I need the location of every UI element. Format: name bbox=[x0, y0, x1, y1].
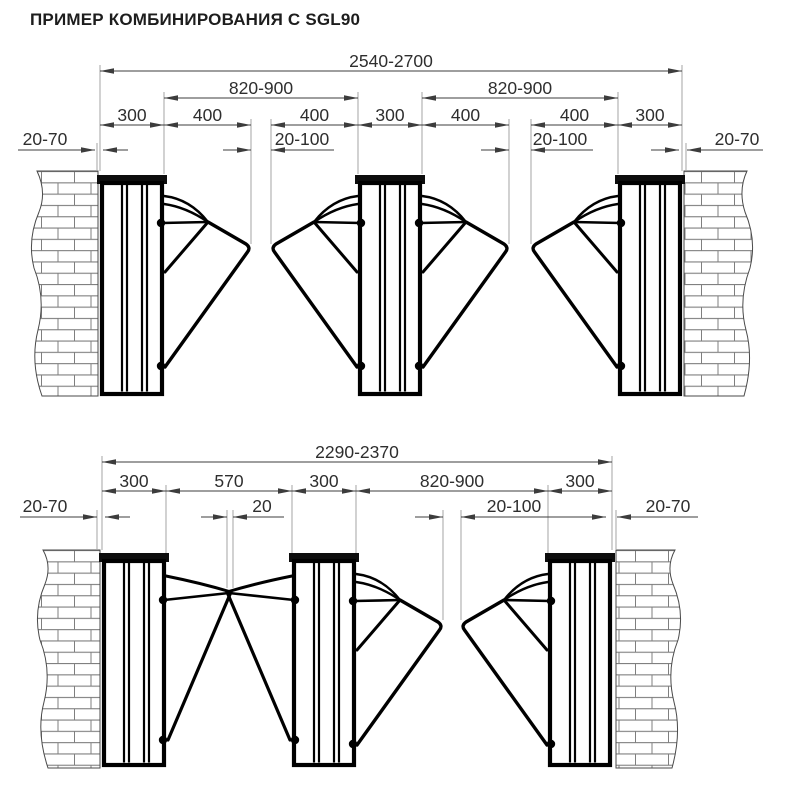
dimension-label: 20-100 bbox=[532, 129, 588, 149]
flap-pivot-bar bbox=[420, 222, 466, 223]
brick-wall-left bbox=[31, 171, 98, 396]
flap-fold-line bbox=[357, 600, 400, 650]
flap-fold-line bbox=[314, 222, 357, 272]
hinge-dot bbox=[157, 362, 165, 370]
dimension-label: 400 bbox=[559, 105, 590, 125]
dimension-arrowhead bbox=[100, 68, 114, 73]
dimension-label: 400 bbox=[450, 105, 481, 125]
flap-outline bbox=[165, 222, 249, 367]
gate-flap bbox=[157, 196, 249, 370]
dimension-label: 400 bbox=[192, 105, 223, 125]
dimension-arrowhead bbox=[429, 514, 443, 519]
diagram-bottom bbox=[20, 442, 698, 768]
page-title: ПРИМЕР КОМБИНИРОВАНИЯ С SGL90 bbox=[30, 10, 361, 29]
flap-top-edge bbox=[227, 576, 292, 592]
flap-fold-line bbox=[423, 222, 466, 272]
dimension-arrowhead bbox=[102, 488, 116, 493]
dimension-arrowhead bbox=[495, 122, 509, 127]
dimension-arrowhead bbox=[422, 95, 436, 100]
dimension-arrowhead bbox=[81, 147, 95, 152]
dimension-arrowhead bbox=[271, 122, 285, 127]
flap-pivot-bar bbox=[314, 222, 360, 223]
dimension-arrowhead bbox=[358, 122, 372, 127]
gate-flap bbox=[415, 196, 507, 370]
dimension-label: 570 bbox=[214, 471, 244, 491]
flap-fold-line bbox=[165, 222, 208, 272]
cabinet-body bbox=[550, 561, 610, 765]
cabinet-body bbox=[360, 183, 420, 394]
dimension-arrowhead bbox=[598, 488, 612, 493]
dimension-arrowhead bbox=[103, 147, 117, 152]
flap-outline bbox=[273, 222, 357, 367]
flap-pivot-bar bbox=[164, 593, 229, 600]
hinge-tick bbox=[162, 668, 166, 676]
flap-pivot-bar bbox=[229, 593, 294, 600]
brick-wall-right bbox=[616, 550, 681, 768]
dimension-arrowhead bbox=[152, 488, 166, 493]
dimension-label: 2540-2700 bbox=[349, 51, 433, 71]
dimension-arrowhead bbox=[422, 122, 436, 127]
flap-top-edge bbox=[166, 576, 231, 592]
flap-outline bbox=[357, 600, 441, 745]
gate-flap bbox=[349, 574, 441, 748]
gate-flap bbox=[159, 576, 231, 744]
dimension-label: 820-900 bbox=[419, 471, 485, 491]
flap-outline bbox=[168, 592, 231, 740]
hinge-dot bbox=[617, 362, 625, 370]
cabinet-body bbox=[102, 183, 162, 394]
dimension-label: 300 bbox=[375, 105, 405, 125]
dimension-label: 300 bbox=[565, 471, 595, 491]
hinge-tick bbox=[618, 314, 622, 322]
dimension-arrowhead bbox=[356, 488, 370, 493]
dimension-arrowhead bbox=[102, 459, 116, 464]
dimension-label: 20-70 bbox=[22, 129, 68, 149]
dimension-arrowhead bbox=[495, 147, 509, 152]
hinge-dot bbox=[159, 596, 167, 604]
dimension-label: 2290-2370 bbox=[315, 442, 399, 462]
flap-fold-line bbox=[574, 222, 617, 272]
gate-flap bbox=[533, 196, 625, 370]
dimension-arrowhead bbox=[668, 68, 682, 73]
dimension-label: 300 bbox=[635, 105, 665, 125]
dimension-arrowhead bbox=[292, 488, 306, 493]
hinge-dot bbox=[159, 736, 167, 744]
dimension-label: 400 bbox=[299, 105, 330, 125]
dimension-label: 300 bbox=[309, 471, 339, 491]
hinge-dot bbox=[547, 740, 555, 748]
dimension-label: 300 bbox=[119, 471, 149, 491]
dimension-label: 20-70 bbox=[714, 129, 760, 149]
hinge-dot bbox=[291, 596, 299, 604]
diagram-top bbox=[18, 51, 763, 396]
flap-pivot-bar bbox=[574, 222, 620, 223]
hinge-dot bbox=[291, 736, 299, 744]
dimension-label: 20 bbox=[252, 496, 272, 516]
hinge-dot bbox=[415, 219, 423, 227]
dimension-arrowhead bbox=[461, 514, 475, 519]
dimension-arrowhead bbox=[342, 488, 356, 493]
cabinet-body bbox=[620, 183, 680, 394]
dimension-label: 20-100 bbox=[274, 129, 330, 149]
dimension-arrowhead bbox=[687, 147, 701, 152]
cabinet-body bbox=[104, 561, 164, 765]
hinge-tick bbox=[548, 692, 552, 700]
flap-pivot-bar bbox=[504, 600, 550, 601]
flap-outline bbox=[423, 222, 507, 367]
cabinet-body bbox=[294, 561, 354, 765]
dimension-label: 20-70 bbox=[22, 496, 68, 516]
dimension-label: 300 bbox=[117, 105, 147, 125]
flap-fold-line bbox=[504, 600, 547, 650]
dimension-arrowhead bbox=[618, 122, 632, 127]
dimension-arrowhead bbox=[344, 95, 358, 100]
dimension-arrowhead bbox=[598, 459, 612, 464]
hinge-tick bbox=[358, 314, 362, 322]
hinge-dot bbox=[617, 219, 625, 227]
hinge-dot bbox=[547, 597, 555, 605]
dimension-arrowhead bbox=[237, 147, 251, 152]
dimension-arrowhead bbox=[665, 147, 679, 152]
dimension-arrowhead bbox=[237, 122, 251, 127]
dimension-label: 820-900 bbox=[228, 78, 294, 98]
hinge-dot bbox=[349, 597, 357, 605]
dimension-arrowhead bbox=[604, 95, 618, 100]
flap-outline bbox=[227, 592, 290, 740]
dimension-label: 20-100 bbox=[486, 496, 542, 516]
hinge-tick bbox=[292, 668, 296, 676]
dimension-arrowhead bbox=[617, 514, 631, 519]
brick-wall-right bbox=[684, 171, 753, 396]
flap-pivot-bar bbox=[162, 222, 208, 223]
gate-flap bbox=[273, 196, 365, 370]
hinge-tick bbox=[418, 314, 422, 322]
hinge-dot bbox=[357, 362, 365, 370]
dimension-arrowhead bbox=[105, 514, 119, 519]
dimension-arrowhead bbox=[164, 95, 178, 100]
dimension-arrowhead bbox=[164, 122, 178, 127]
dimension-arrowhead bbox=[408, 122, 422, 127]
dimension-arrowhead bbox=[548, 488, 562, 493]
flap-outline bbox=[463, 600, 547, 745]
hinge-tick bbox=[160, 314, 164, 322]
dimension-arrowhead bbox=[166, 488, 180, 493]
dimension-arrowhead bbox=[100, 122, 114, 127]
dimension-label: 820-900 bbox=[487, 78, 553, 98]
flap-pivot-bar bbox=[354, 600, 400, 601]
dimension-arrowhead bbox=[534, 488, 548, 493]
dimension-arrowhead bbox=[344, 122, 358, 127]
hinge-tick bbox=[352, 692, 356, 700]
gate-flap bbox=[463, 574, 555, 748]
dimension-arrowhead bbox=[531, 122, 545, 127]
hinge-dot bbox=[415, 362, 423, 370]
dimension-arrowhead bbox=[592, 514, 606, 519]
hinge-dot bbox=[157, 219, 165, 227]
dimension-arrowhead bbox=[604, 122, 618, 127]
dimension-arrowhead bbox=[213, 514, 227, 519]
gate-flap bbox=[227, 576, 299, 744]
dimension-arrowhead bbox=[233, 514, 247, 519]
dimension-arrowhead bbox=[278, 488, 292, 493]
dimension-arrowhead bbox=[668, 122, 682, 127]
hinge-dot bbox=[357, 219, 365, 227]
brick-wall-left bbox=[37, 550, 100, 768]
flap-outline bbox=[533, 222, 617, 367]
dimension-arrowhead bbox=[150, 122, 164, 127]
hinge-dot bbox=[349, 740, 357, 748]
dimension-label: 20-70 bbox=[645, 496, 691, 516]
dimension-arrowhead bbox=[83, 514, 97, 519]
